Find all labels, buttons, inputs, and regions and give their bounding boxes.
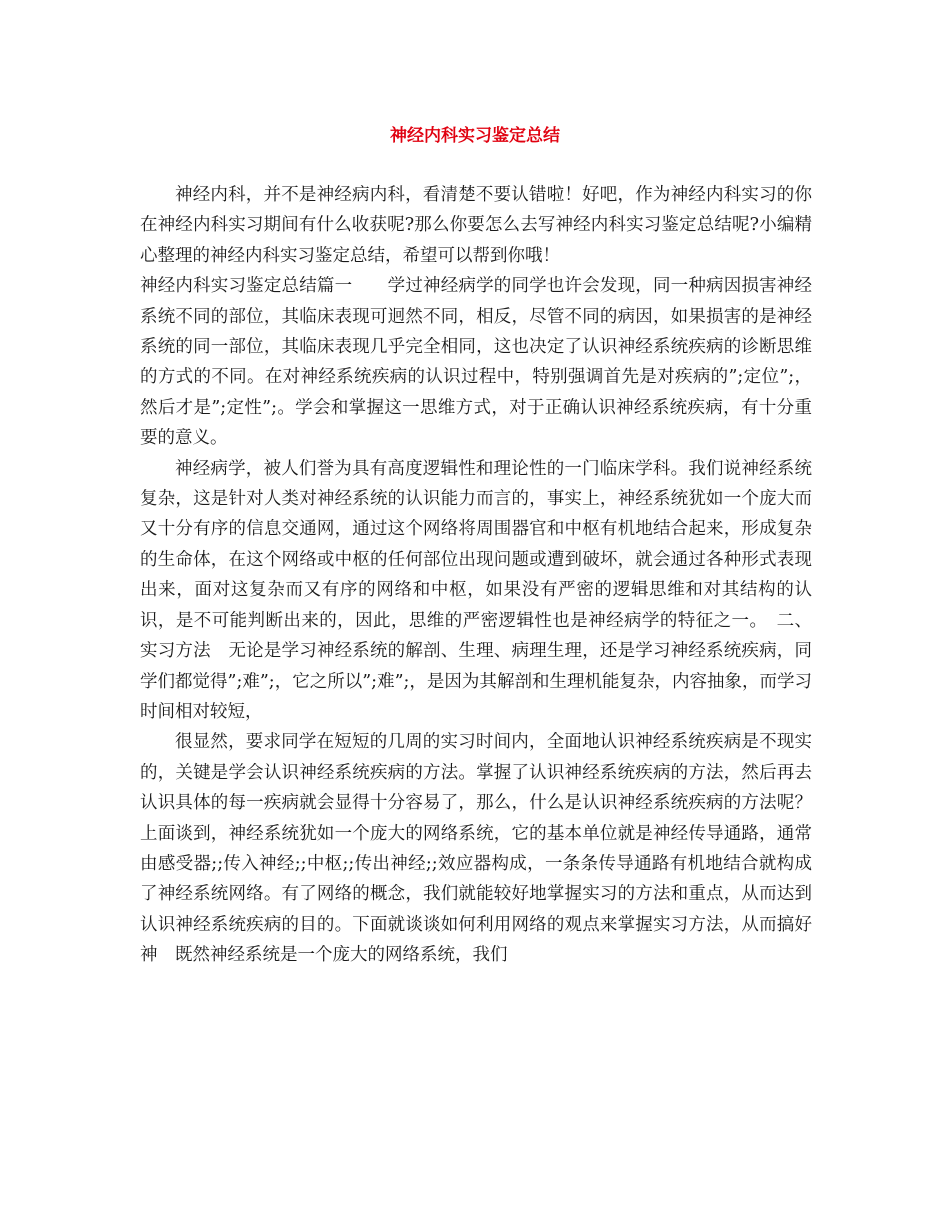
intro-paragraph: 神经内科，并不是神经病内科，看清楚不要认错啦！好吧，作为神经内科实习的你在神经内科实习期间有什么收获呢?那么你要怎么去写神经内科实习鉴定总结呢?小编精心整理的神经内科实习鉴定总结，希望可以帮到你哦！ (140, 185, 812, 266)
neurology-logic-paragraph: 神经病学，被人们誉为具有高度逻辑性和理论性的一门临床学科。我们说神经系统复杂，这是针对人类对神经系统的认识能力而言的，事实上，神经系统犹如一个庞大而又十分有序的信息交通网，通过这个网络将周围器官和中枢有机地结合起来，形成复杂的生命体，在这个网络或中枢的任何部位出现问题或遭到破坏，就会通过各种形式表现出来，面对这复杂而又有序的网络和中枢，如果没有严密的逻辑思维和对其结构的认识，是不可能判断出来的，因此，思维的严密逻辑性也是神经病学的特征之一。 二、实习方法 无论是学习神经系统的解剖、生理、病理生理，还是学习神经系统疾病，同学们都觉得”;难”;，它之所以”;难”;，是因为其解剖和生理机能复杂，内容抽象，而学习时间相对较短， (140, 458, 812, 722)
learning-method-paragraph: 很显然，要求同学在短短的几周的实习时间内，全面地认识神经系统疾病是不现实的，关键是学会认识神经系统疾病的方法。掌握了认识神经系统疾病的方法，然后再去认识具体的每一疾病就会显得十分容易了，那么，什么是认识神经系统疾病的方法呢？上面谈到，神经系统犹如一个庞大的网络系统，它的基本单位就是神经传导通路，通常由感受器;;传入神经;;中枢;;传出神经;;效应器构成，一条条传导通路有机地结合就构成了神经系统网络。有了网络的概念，我们就能较好地掌握实习的方法和重点，从而达到认识神经系统疾病的目的。下面就谈谈如何利用网络的观点来掌握实习方法，从而搞好神 既然神经系统是一个庞大的网络系统，我们 (140, 732, 812, 966)
section-one-paragraph: 神经内科实习鉴定总结篇一 学过神经病学的同学也许会发现，同一种病因损害神经系统不同的部位，其临床表现可迥然不同，相反，尽管不同的病因，如果损害的是神经系统的同一部位，其临床表现几乎完全相同，这也决定了认识神经系统疾病的诊断思维的方式的不同。在对神经系统疾病的认识过程中，特别强调首先是对疾病的”;定位”;，然后才是”;定性”;。学会和掌握这一思维方式，对于正确认识神经系统疾病，有十分重要的意义。 (140, 276, 812, 449)
document-title: 神经内科实习鉴定总结 (390, 126, 560, 146)
document-body (140, 180, 812, 971)
